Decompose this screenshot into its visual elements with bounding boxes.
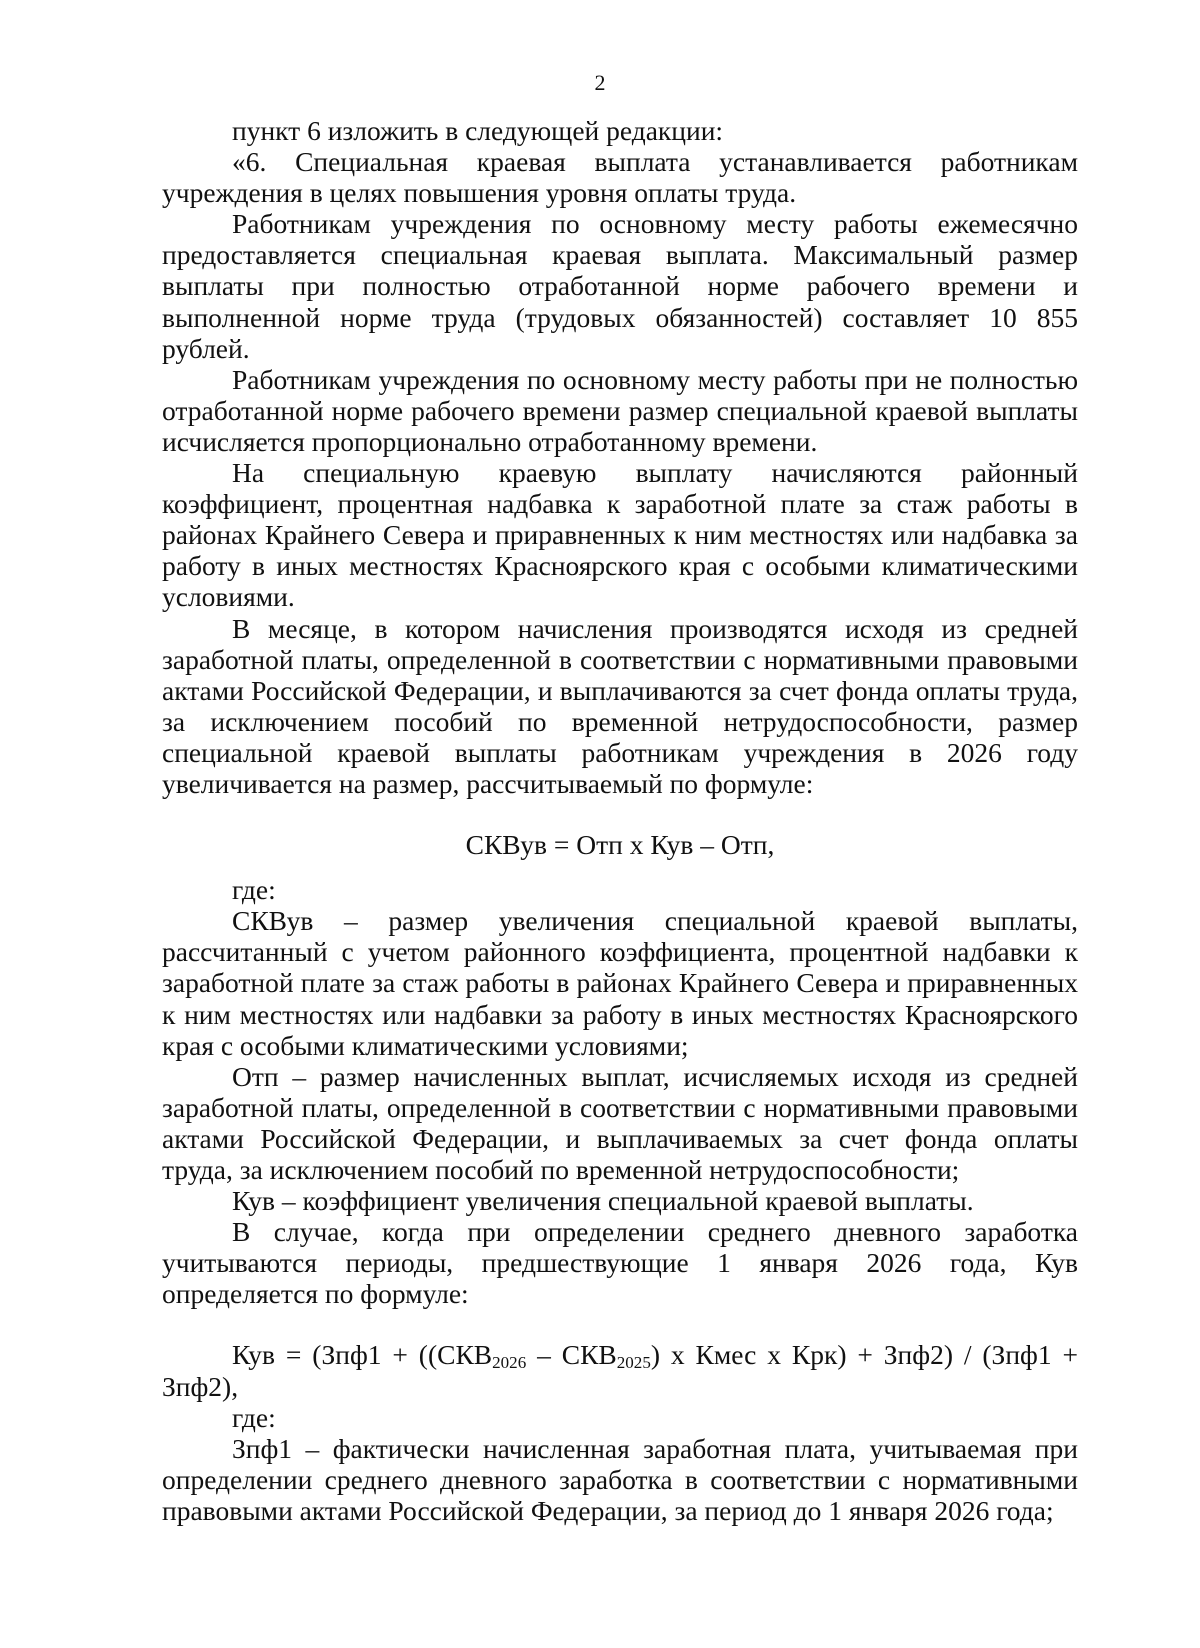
paragraph-max-payment: Работникам учреждения по основному месту работы ежемесячно предоставляется специальная краевая выплата. Максимальный размер выплаты при полностью отработанной норме рабочего времени и выполненной норме труда (трудовых обязанностей) составляет 10 855 рублей. bbox=[162, 208, 1078, 364]
definition-otp: Отп – размер начисленных выплат, исчисляемых исходя из средней заработной платы, определенной в соответствии с нормативными правовыми актами Российской Федерации, и выплачиваемых за счет фонда оплаты труда, за исключением пособий по временной нетрудоспособности; bbox=[162, 1060, 1078, 1185]
definition-skvuv: СКВув – размер увеличения специальной краевой выплаты, рассчитанный с учетом районного коэффициента, процентной надбавки к заработной плате за стаж работы в районах Крайнего Севера и приравненных к ним местностях или надбавки за работу в иных местностях Красноярского края с особыми климатическими условиями; bbox=[162, 905, 1078, 1061]
formula-kuv-sub1: 2026 bbox=[492, 1353, 527, 1373]
paragraph-periods: В случае, когда при определении среднего дневного заработка учитываются периоды, предшествующие 1 января 2026 года, Кув определяется по формуле: bbox=[162, 1216, 1078, 1310]
formula-kuv-part1: Кув = (Зпф1 + ((СКВ bbox=[232, 1339, 493, 1371]
intro-paragraph: пункт 6 изложить в следующей редакции: bbox=[232, 115, 724, 146]
paragraph-coefficients: На специальную краевую выплату начисляются районный коэффициент, процентная надбавка к заработной плате за стаж работы в районах Крайнего Севера и приравненных к ним местностях или надбавка за работу в иных местностях Красноярского края с особыми климатическими условиями. bbox=[162, 457, 1078, 613]
formula-kuv-part2: – СКВ bbox=[526, 1339, 617, 1371]
paragraph-point-6: «6. Специальная краевая выплата устанавливается работникам учреждения в целях повышения уровня оплаты труда. bbox=[162, 146, 1078, 209]
formula-kuv bbox=[162, 1339, 1078, 1401]
definition-zpf1: Зпф1 – фактически начисленная заработная плата, учитываемая при определении среднего дневного заработка в соответствии с нормативными правовыми актами Российской Федерации, за период до 1 января 2026 года; bbox=[162, 1432, 1078, 1526]
page-number: 2 bbox=[594, 70, 606, 95]
definition-kuv: Кув – коэффициент увеличения специальной краевой выплаты. bbox=[232, 1185, 974, 1217]
document-body bbox=[162, 115, 1078, 1526]
paragraph-proportional: Работникам учреждения по основному месту работы при не полностью отработанной норме рабочего времени размер специальной краевой выплаты исчисляется пропорционально отработанному времени. bbox=[162, 363, 1078, 457]
formula-kuv-sub2: 2025 bbox=[616, 1353, 651, 1373]
formula-kuv-part3: ) x Кмес x Крк) + Зпф2) / (Зпф1 + Зпф2), bbox=[162, 1339, 1079, 1402]
where-label-2: где: bbox=[232, 1401, 276, 1433]
paragraph-month-increase: В месяце, в котором начисления производятся исходя из средней заработной платы, определенной в соответствии с нормативными правовыми актами Российской Федерации, и выплачиваются за счет фонда оплаты труда, за исключением пособий по временной нетрудоспособности, размер специальной краевой выплаты работникам учреждения в 2026 году увеличивается на размер, рассчитываемый по формуле: bbox=[162, 612, 1078, 799]
formula-skvuv: СКВув = Отп x Кув – Отп, bbox=[465, 829, 775, 861]
where-label: где: bbox=[232, 874, 276, 906]
